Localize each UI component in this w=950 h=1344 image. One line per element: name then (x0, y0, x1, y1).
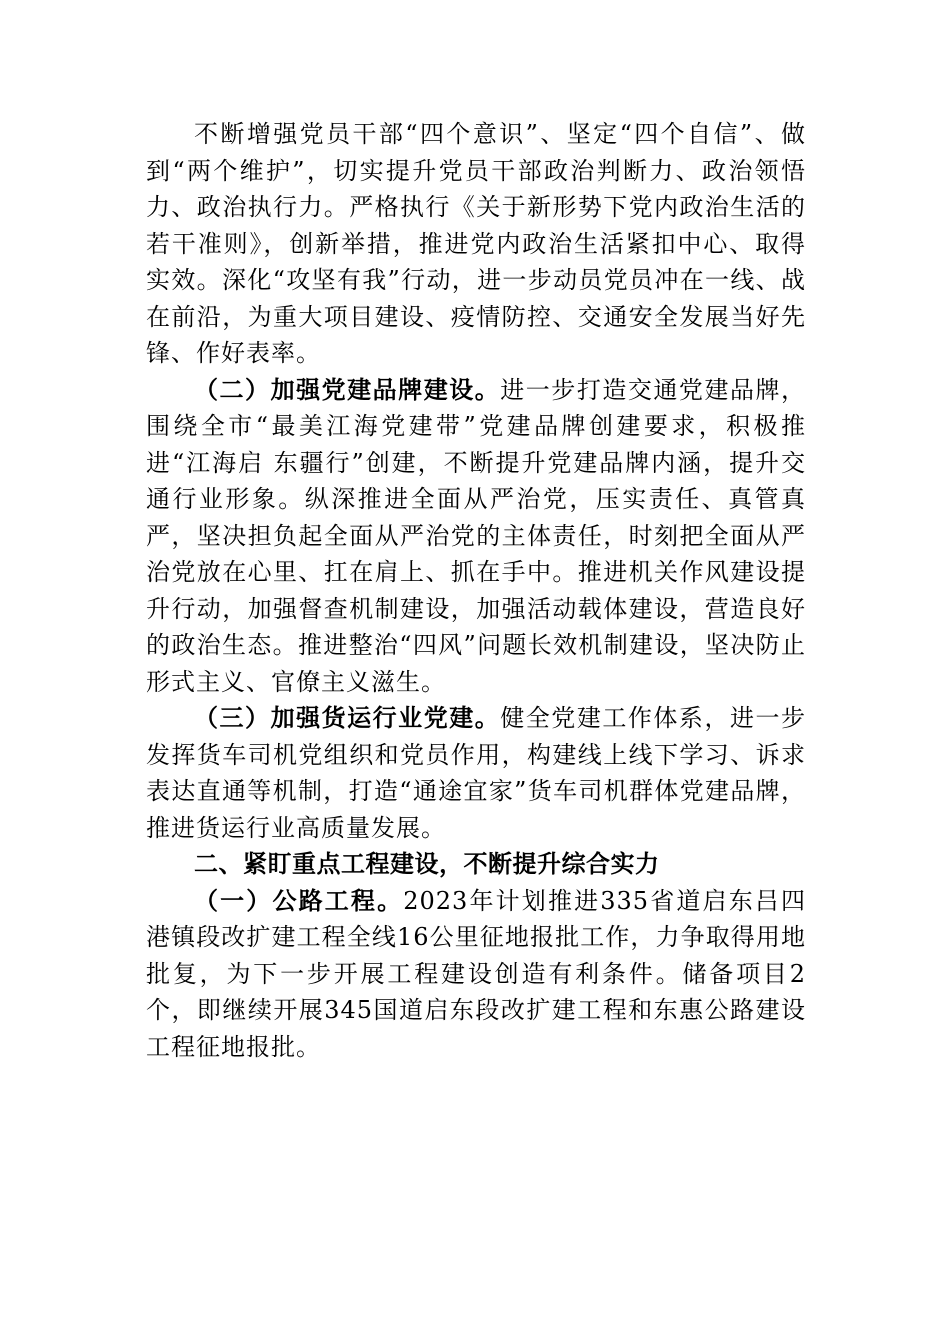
paragraph-text: 不断增强党员干部“四个意识”、坚定“四个自信”、做到“两个维护”，切实提升党员干部政治判断力、政治领悟力、政治执行力。严格执行《关于新形势下党内政治生活的若干准则》，创新举措，推进党内政治生活紧扣中心、取得实效。深化“攻坚有我”行动，进一步动员党员冲在一线、战在前沿，为重大项目建设、疫情防控、交通安全发展当好先锋、作好表率。 (146, 120, 806, 367)
paragraph-text: 进一步打造交通党建品牌，围绕全市“最美江海党建带”党建品牌创建要求，积极推进“江海启 东疆行”创建，不断提升党建品牌内涵，提升交通行业形象。纵深推进全面从严治党，压实责任、真管真严，坚决担负起全面从严治党的主体责任，时刻把全面从严治党放在心里、扛在肩上、抓在手中。推进机关作风建设提升行动，加强督查机制建设，加强活动载体建设，营造良好的政治生态。推进整治“四风”问题长效机制建设，坚决防止形式主义、官僚主义滋生。 (146, 375, 807, 696)
paragraph-text: 健全党建工作体系，进一步发挥货车司机党组织和党员作用，构建线上线下学习、诉求表达直通等机制，打造“通途宜家”货车司机群体党建品牌，推进货运行业高质量发展。 (146, 704, 807, 842)
paragraph-lead: （二）加强党建品牌建设。 (194, 374, 501, 404)
paragraph-text: 2023年计划推进335省道启东吕四港镇段改扩建工程全线16公里征地报批工作，力争取得用地批复，为下一步开展工程建设创造有利条件。储备项目2个，即继续开展345国道启东段改扩建工程和东惠公路建设工程征地报批。 (146, 886, 807, 1061)
paragraph-lead: （三）加强货运行业党建。 (194, 703, 501, 732)
paragraph-party-awareness (146, 116, 806, 372)
paragraph-party-brand (146, 372, 806, 701)
paragraph-lead: （一）公路工程。 (194, 885, 404, 915)
section-heading: 二、紧盯重点工程建设，不断提升综合实力 (194, 850, 660, 878)
paragraph-freight-party (146, 700, 806, 846)
document-body (146, 116, 806, 1065)
paragraph-highway-project (146, 883, 806, 1066)
